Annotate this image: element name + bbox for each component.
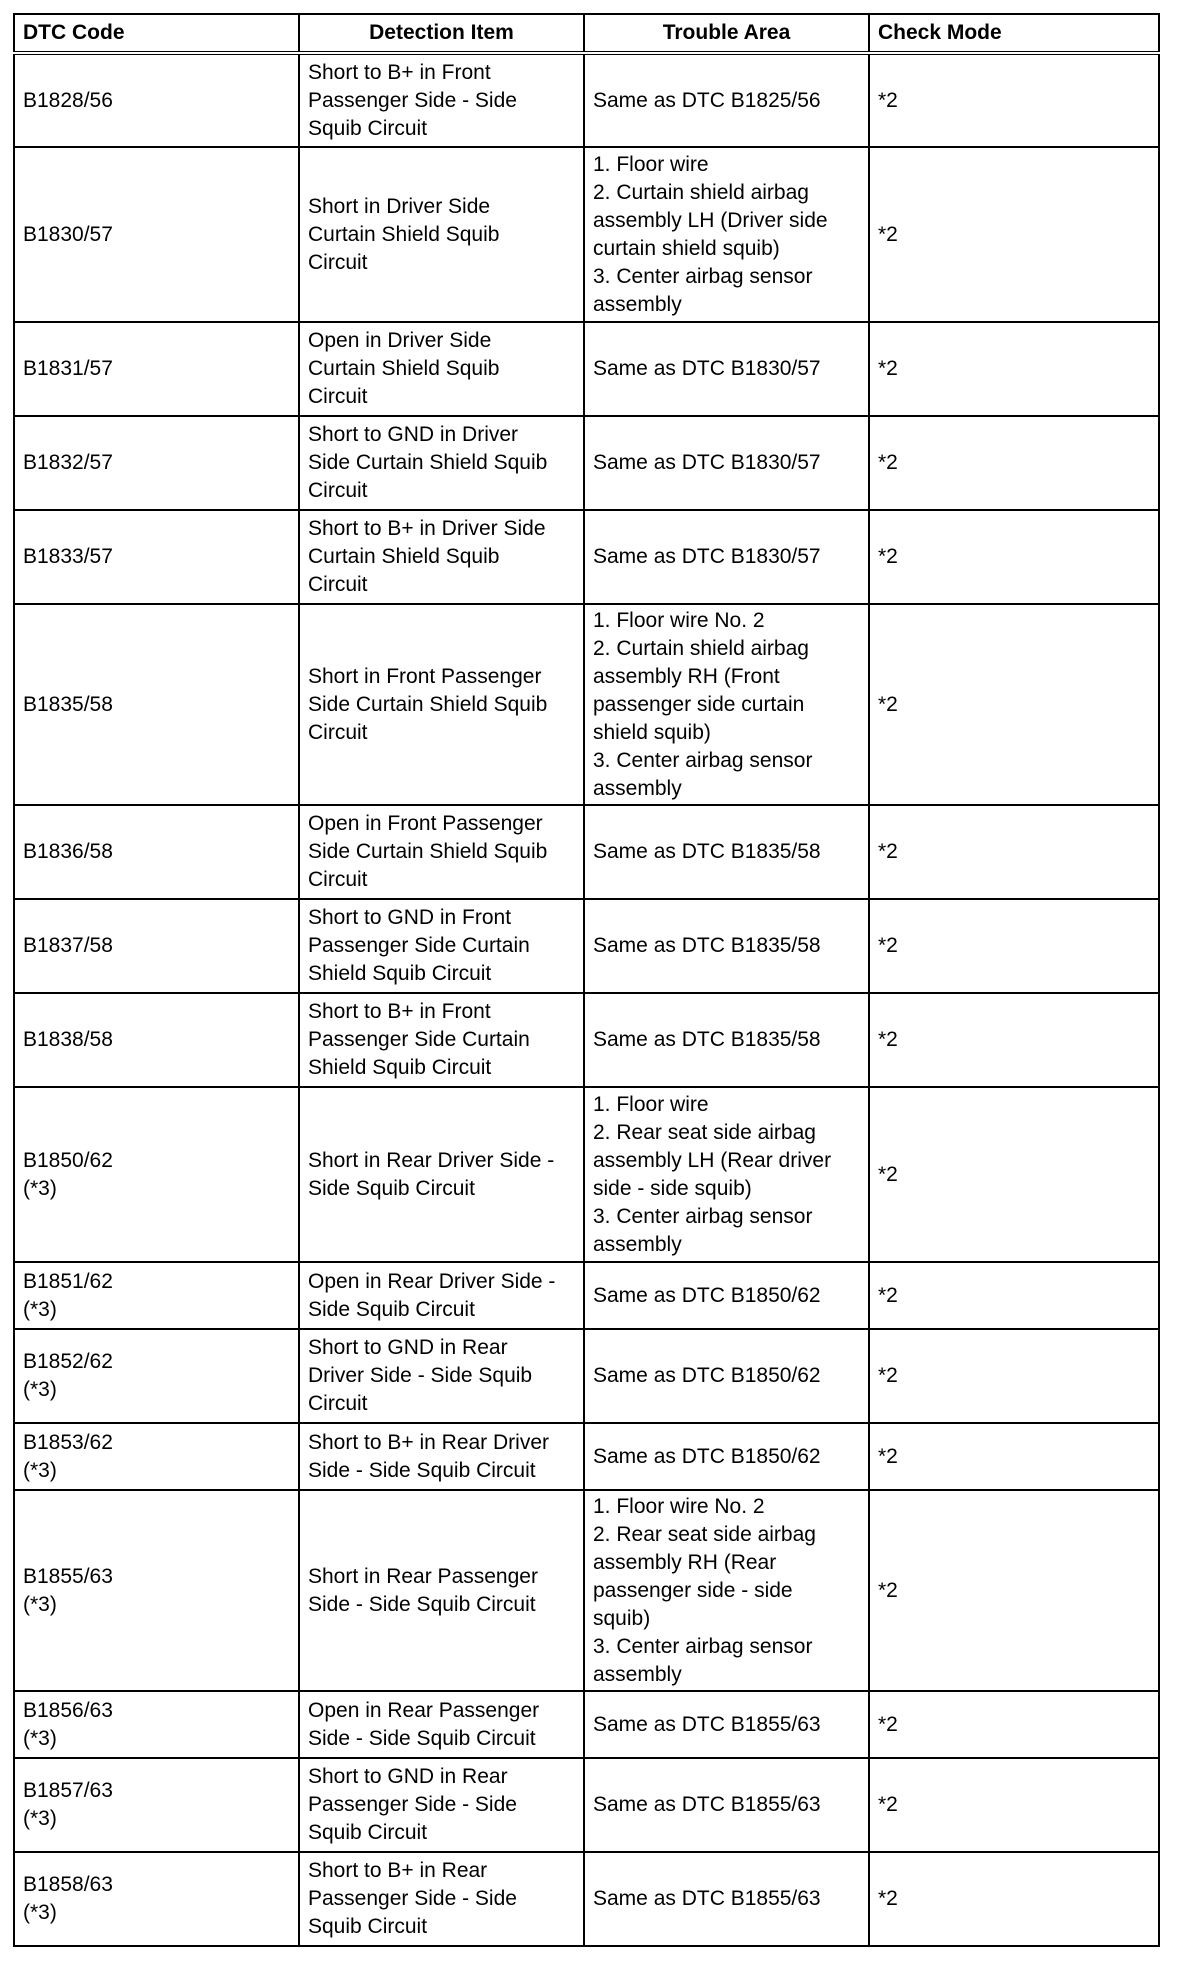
table-row (14, 1087, 1159, 1262)
detection-item-cell: Short to GND in Front Passenger Side Curtain Shield Squib Circuit (299, 899, 584, 993)
dtc-code-cell: B1857/63 (*3) (14, 1758, 299, 1852)
table-row (14, 1758, 1159, 1852)
check-mode-cell: *2 (869, 1691, 1159, 1758)
detection-item-cell: Short in Front Passenger Side Curtain Shield Squib Circuit (299, 604, 584, 805)
detection-item-cell: Short to B+ in Driver Side Curtain Shield Squib Circuit (299, 510, 584, 604)
dtc-code-cell: B1837/58 (14, 899, 299, 993)
check-mode-cell: *2 (869, 993, 1159, 1087)
check-mode-cell: *2 (869, 1087, 1159, 1262)
detection-item-cell: Short to B+ in Rear Passenger Side - Side Squib Circuit (299, 1852, 584, 1946)
table-row (14, 1329, 1159, 1423)
trouble-area-cell: Same as DTC B1835/58 (584, 899, 869, 993)
header-trouble-area: Trouble Area (584, 14, 869, 53)
table-row (14, 805, 1159, 899)
header-dtc-code: DTC Code (14, 14, 299, 53)
trouble-area-cell: Same as DTC B1835/58 (584, 993, 869, 1087)
dtc-code-cell: B1856/63 (*3) (14, 1691, 299, 1758)
detection-item-cell: Short to GND in Rear Passenger Side - Side Squib Circuit (299, 1758, 584, 1852)
check-mode-cell: *2 (869, 805, 1159, 899)
check-mode-cell: *2 (869, 604, 1159, 805)
header-row (14, 14, 1159, 53)
check-mode-cell: *2 (869, 1490, 1159, 1691)
check-mode-cell: *2 (869, 416, 1159, 510)
trouble-area-cell: 1. Floor wire No. 2 2. Rear seat side airbag assembly RH (Rear passenger side - side squib) 3. Center airbag sensor assembly (584, 1490, 869, 1691)
dtc-code-cell: B1850/62 (*3) (14, 1087, 299, 1262)
table-row (14, 1262, 1159, 1329)
detection-item-cell: Open in Rear Passenger Side - Side Squib Circuit (299, 1691, 584, 1758)
trouble-area-cell: Same as DTC B1850/62 (584, 1262, 869, 1329)
table-row (14, 993, 1159, 1087)
check-mode-cell: *2 (869, 899, 1159, 993)
dtc-code-cell: B1851/62 (*3) (14, 1262, 299, 1329)
trouble-area-cell: Same as DTC B1855/63 (584, 1691, 869, 1758)
table-row (14, 416, 1159, 510)
trouble-area-cell: Same as DTC B1850/62 (584, 1423, 869, 1490)
detection-item-cell: Short to GND in Driver Side Curtain Shield Squib Circuit (299, 416, 584, 510)
detection-item-cell: Short to GND in Rear Driver Side - Side Squib Circuit (299, 1329, 584, 1423)
table-row (14, 604, 1159, 805)
dtc-code-cell: B1833/57 (14, 510, 299, 604)
check-mode-cell: *2 (869, 510, 1159, 604)
trouble-area-cell: Same as DTC B1855/63 (584, 1852, 869, 1946)
detection-item-cell: Short to B+ in Rear Driver Side - Side Squib Circuit (299, 1423, 584, 1490)
dtc-code-cell: B1838/58 (14, 993, 299, 1087)
dtc-code-cell: B1832/57 (14, 416, 299, 510)
dtc-code-cell: B1853/62 (*3) (14, 1423, 299, 1490)
trouble-area-cell: Same as DTC B1855/63 (584, 1758, 869, 1852)
check-mode-cell: *2 (869, 53, 1159, 147)
dtc-code-cell: B1830/57 (14, 147, 299, 322)
check-mode-cell: *2 (869, 1852, 1159, 1946)
detection-item-cell: Open in Rear Driver Side - Side Squib Circuit (299, 1262, 584, 1329)
trouble-area-cell: Same as DTC B1830/57 (584, 322, 869, 416)
dtc-code-cell: B1831/57 (14, 322, 299, 416)
detection-item-cell: Short in Driver Side Curtain Shield Squib Circuit (299, 147, 584, 322)
table-body (14, 53, 1159, 1946)
table-row (14, 53, 1159, 147)
dtc-code-cell: B1836/58 (14, 805, 299, 899)
dtc-code-cell: B1835/58 (14, 604, 299, 805)
detection-item-cell: Open in Front Passenger Side Curtain Shield Squib Circuit (299, 805, 584, 899)
trouble-area-cell: 1. Floor wire 2. Rear seat side airbag assembly LH (Rear driver side - side squib) 3. Center airbag sensor assembly (584, 1087, 869, 1262)
dtc-code-cell: B1852/62 (*3) (14, 1329, 299, 1423)
trouble-area-cell: Same as DTC B1825/56 (584, 53, 869, 147)
trouble-area-cell: Same as DTC B1830/57 (584, 416, 869, 510)
dtc-code-cell: B1855/63 (*3) (14, 1490, 299, 1691)
table-row (14, 1852, 1159, 1946)
table-row (14, 147, 1159, 322)
check-mode-cell: *2 (869, 1758, 1159, 1852)
detection-item-cell: Short to B+ in Front Passenger Side - Side Squib Circuit (299, 53, 584, 147)
dtc-code-cell: B1858/63 (*3) (14, 1852, 299, 1946)
dtc-code-cell: B1828/56 (14, 53, 299, 147)
check-mode-cell: *2 (869, 322, 1159, 416)
detection-item-cell: Short to B+ in Front Passenger Side Curtain Shield Squib Circuit (299, 993, 584, 1087)
check-mode-cell: *2 (869, 1262, 1159, 1329)
dtc-table (13, 13, 1160, 1947)
table-row (14, 1423, 1159, 1490)
table-header (14, 14, 1159, 53)
table-row (14, 510, 1159, 604)
detection-item-cell: Short in Rear Passenger Side - Side Squib Circuit (299, 1490, 584, 1691)
detection-item-cell: Open in Driver Side Curtain Shield Squib Circuit (299, 322, 584, 416)
table-row (14, 322, 1159, 416)
check-mode-cell: *2 (869, 147, 1159, 322)
trouble-area-cell: 1. Floor wire No. 2 2. Curtain shield airbag assembly RH (Front passenger side curtain shield squib) 3. Center airbag sensor assembly (584, 604, 869, 805)
trouble-area-cell: Same as DTC B1850/62 (584, 1329, 869, 1423)
header-detection-item: Detection Item (299, 14, 584, 53)
check-mode-cell: *2 (869, 1423, 1159, 1490)
header-check-mode: Check Mode (869, 14, 1159, 53)
table-row (14, 899, 1159, 993)
check-mode-cell: *2 (869, 1329, 1159, 1423)
table-row (14, 1691, 1159, 1758)
trouble-area-cell: 1. Floor wire 2. Curtain shield airbag assembly LH (Driver side curtain shield squib) 3. Center airbag sensor assembly (584, 147, 869, 322)
table-row (14, 1490, 1159, 1691)
trouble-area-cell: Same as DTC B1835/58 (584, 805, 869, 899)
detection-item-cell: Short in Rear Driver Side - Side Squib Circuit (299, 1087, 584, 1262)
trouble-area-cell: Same as DTC B1830/57 (584, 510, 869, 604)
